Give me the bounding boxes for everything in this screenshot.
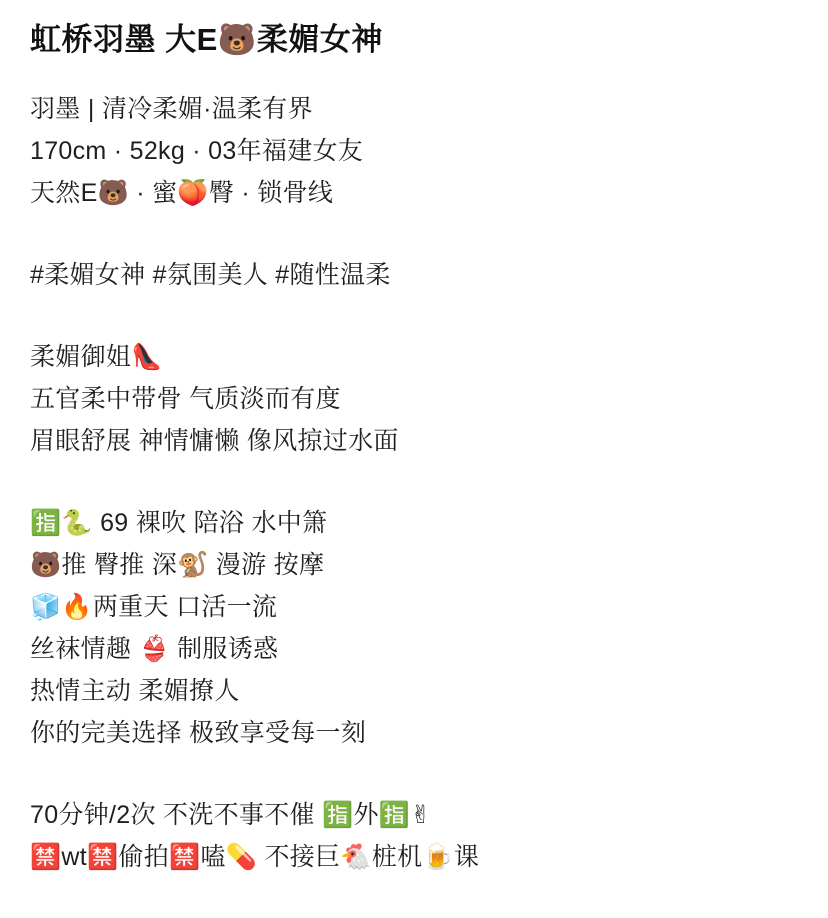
style-block [30, 336, 798, 462]
tags-line-1: #柔媚女神 #氛围美人 #随性温柔 [30, 261, 391, 289]
services-line-2: 🐻推 臀推 深🐒 漫游 按摩 [30, 551, 325, 579]
services-line-6: 你的完美选择 极致享受每一刻 [30, 719, 367, 747]
services-line-5: 热情主动 柔媚撩人 [30, 677, 240, 705]
spacer-3 [30, 488, 798, 502]
services-line-1: 🈯🐍 69 裸吹 陪浴 水中箫 [30, 509, 328, 537]
services-line-4: 丝袜情趣 👙 制服诱惑 [30, 635, 279, 663]
rules-block [30, 794, 798, 878]
profile-line-1: 羽墨 | 清冷柔媚·温柔有界 [30, 95, 313, 123]
style-line-3: 眉眼舒展 神情慵懒 像风掠过水面 [30, 427, 399, 455]
style-line-1: 柔媚御姐👠 [30, 343, 163, 371]
style-line-2: 五官柔中带骨 气质淡而有度 [30, 385, 341, 413]
profile-line-2: 170cm · 52kg · 03年福建女友 [30, 137, 364, 165]
spacer-1 [30, 240, 798, 254]
profile-line-3: 天然E🐻 · 蜜🍑臀 · 锁骨线 [30, 179, 334, 207]
spacer-4 [30, 780, 798, 794]
page-title: 虹桥羽墨 大E🐻柔媚女神 [30, 22, 383, 57]
services-block [30, 502, 798, 754]
tags-block [30, 254, 798, 296]
rules-line-1: 70分钟/2次 不洗不事不催 🈯外🈯✌ [30, 801, 432, 829]
rules-line-2: 🈲wt🈲偷拍🈲嗑💊 不接巨🐔桩机🍺课 [30, 843, 480, 871]
services-line-3: 🧊🔥两重天 口活一流 [30, 593, 278, 621]
profile-block [30, 88, 798, 214]
spacer-2 [30, 322, 798, 336]
